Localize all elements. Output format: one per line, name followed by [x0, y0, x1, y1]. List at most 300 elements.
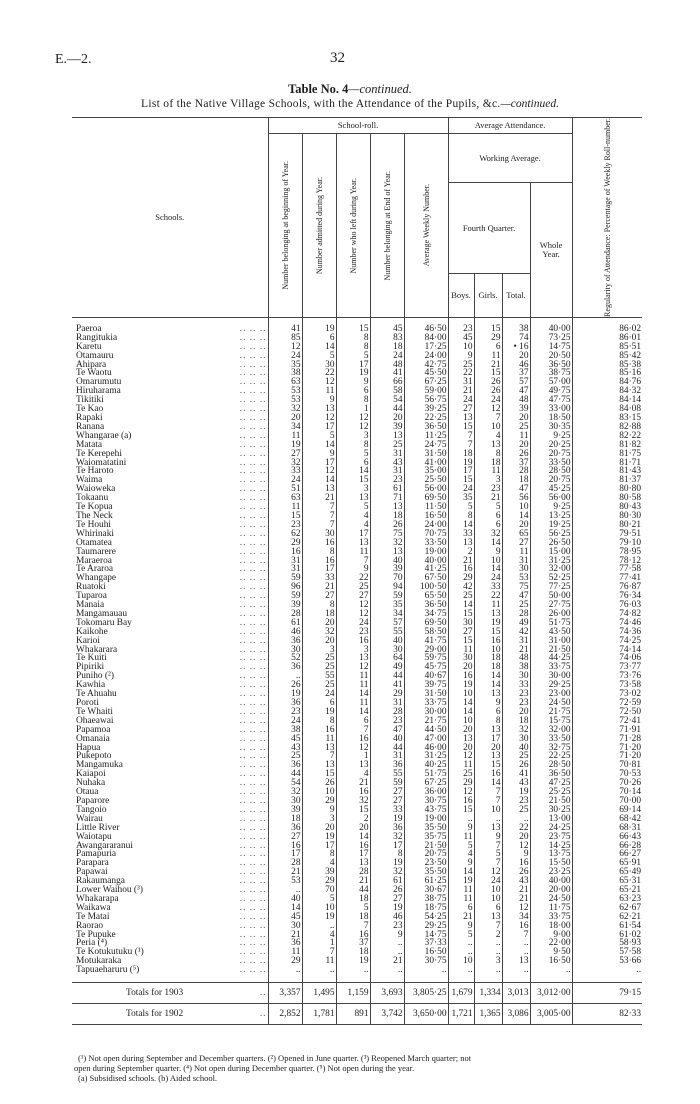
- data-cell: 24·50: [530, 895, 572, 904]
- data-cell: 55: [302, 672, 336, 681]
- data-cell: 81·75: [572, 450, 642, 459]
- school-name: Karioi: [76, 635, 100, 646]
- data-cell: 6: [302, 334, 336, 343]
- data-cell: 79·10: [572, 539, 642, 548]
- leader-dots: .. .. ..: [239, 475, 267, 486]
- data-cell: 61: [268, 619, 302, 628]
- data-cell: 27: [302, 592, 336, 601]
- school-name: Kawhia: [76, 680, 106, 691]
- data-cell: 30: [268, 922, 302, 931]
- col-beginning-header: [268, 134, 302, 318]
- data-cell: 13: [502, 957, 530, 966]
- data-cell: 33: [302, 574, 336, 583]
- data-cell: 23·00: [530, 690, 572, 699]
- data-cell: 10: [302, 904, 336, 913]
- data-cell: 46·00: [404, 744, 448, 753]
- data-cell: 19·25: [530, 521, 572, 530]
- data-cell: 15·50: [530, 859, 572, 868]
- data-cell: 3: [302, 646, 336, 655]
- data-cell: 24·50: [530, 699, 572, 708]
- data-cell: 13: [370, 503, 404, 512]
- school-name: Waioweka: [76, 484, 116, 495]
- data-cell: 24: [474, 396, 502, 405]
- data-cell: 33·00: [530, 405, 572, 414]
- data-cell: 11: [302, 387, 336, 396]
- data-cell: 36·50: [530, 361, 572, 370]
- data-cell: 21·50: [530, 797, 572, 806]
- leader-dots: .. .. ..: [239, 724, 267, 735]
- data-cell: 16·50: [404, 948, 448, 957]
- data-cell: 1: [336, 752, 370, 761]
- data-cell: 54: [370, 396, 404, 405]
- data-cell: 54·25: [404, 913, 448, 922]
- data-cell: 4: [448, 850, 474, 859]
- data-cell: 2,852: [268, 1004, 302, 1025]
- data-cell: 17·25: [404, 343, 448, 352]
- data-cell: 82·22: [572, 432, 642, 441]
- data-cell: 13: [370, 432, 404, 441]
- data-cell: 41·00: [404, 459, 448, 468]
- data-cell: 62·67: [572, 904, 642, 913]
- school-name: Te Pupuke: [76, 929, 116, 940]
- data-cell: 8: [302, 548, 336, 557]
- leader-dots: .. .. ..: [239, 359, 267, 370]
- data-cell: 34·75: [404, 610, 448, 619]
- data-cell: 14: [448, 868, 474, 877]
- data-cell: 35: [370, 601, 404, 610]
- data-cell: 24·00: [404, 352, 448, 361]
- data-cell: 7: [302, 948, 336, 957]
- school-name: Te Matai: [76, 911, 110, 922]
- data-cell: 14: [474, 565, 502, 574]
- leader-dots: .. .. ..: [239, 510, 267, 521]
- data-cell: 11: [268, 503, 302, 512]
- data-cell: 33·75: [530, 913, 572, 922]
- data-cell: 13: [302, 761, 336, 770]
- data-cell: 85·42: [572, 352, 642, 361]
- data-cell: 9·25: [530, 432, 572, 441]
- data-cell: 7: [502, 931, 530, 940]
- data-cell: 61·54: [572, 922, 642, 931]
- data-cell: 30·25: [530, 806, 572, 815]
- data-cell: 34: [502, 913, 530, 922]
- data-cell: 16: [302, 539, 336, 548]
- col-beginning-text: Number belonging at beginning of Year.: [280, 161, 290, 290]
- data-cell: 16: [474, 770, 502, 779]
- data-cell: 11: [302, 957, 336, 966]
- data-cell: 12: [336, 744, 370, 753]
- data-cell: 55: [370, 770, 404, 779]
- data-cell: 18: [448, 450, 474, 459]
- leader-dots: .. .. ..: [239, 413, 267, 423]
- col-weekly-header: [404, 134, 448, 318]
- leader-dots: .. .. ..: [239, 893, 267, 904]
- school-name: Omanaia: [76, 733, 110, 744]
- data-cell: 12: [502, 904, 530, 913]
- data-cell: 36·50: [404, 601, 448, 610]
- school-name: Nuhaka: [76, 778, 106, 789]
- data-cell: 10: [448, 690, 474, 699]
- school-name: Waiotapu: [76, 831, 112, 842]
- leader-dots: .. .. ..: [239, 448, 267, 459]
- school-name: Ranana: [76, 421, 105, 432]
- data-cell: 33: [474, 583, 502, 592]
- data-cell: 15: [336, 476, 370, 485]
- data-cell: 27: [502, 539, 530, 548]
- data-cell: 44: [336, 886, 370, 895]
- data-cell: 69·50: [404, 494, 448, 503]
- footnotes: [74, 1053, 638, 1083]
- school-name: Taumarere: [76, 546, 116, 557]
- leader-dots: .. .. ..: [239, 493, 267, 504]
- data-cell: 18: [370, 343, 404, 352]
- data-cell: 18: [474, 459, 502, 468]
- data-cell: 66: [370, 378, 404, 387]
- schools-header: Schools.: [72, 118, 268, 318]
- data-cell: 7: [474, 842, 502, 851]
- data-cell: 10: [474, 646, 502, 655]
- data-cell: 9: [474, 699, 502, 708]
- data-cell: 26: [474, 387, 502, 396]
- data-cell: ..: [474, 948, 502, 957]
- data-cell: 13: [474, 752, 502, 761]
- data-cell: 17: [336, 361, 370, 370]
- data-cell: 7: [448, 441, 474, 450]
- data-cell: 1,781: [302, 1004, 336, 1025]
- data-cell: 12: [302, 378, 336, 387]
- school-name: Mangamuka: [76, 760, 123, 771]
- data-cell: 26: [370, 521, 404, 530]
- spacer-row: [72, 975, 642, 983]
- data-cell: 9·00: [530, 931, 572, 940]
- data-cell: 80·80: [572, 485, 642, 494]
- data-cell: 18: [336, 895, 370, 904]
- data-cell: 29·25: [530, 681, 572, 690]
- data-cell: 71·28: [572, 735, 642, 744]
- data-cell: 19: [268, 441, 302, 450]
- leader-dots: .. .. ..: [239, 653, 267, 664]
- school-name: Paeroa: [76, 323, 102, 334]
- leader-dots: .. .. ..: [239, 795, 267, 806]
- leader-dots: .. .. ..: [239, 635, 267, 646]
- data-cell: 27·75: [530, 601, 572, 610]
- data-cell: 70·75: [404, 530, 448, 539]
- data-cell: 18: [370, 512, 404, 521]
- data-cell: 52·25: [530, 574, 572, 583]
- data-cell: 8: [336, 396, 370, 405]
- leader-dots: .. .. ..: [239, 404, 267, 415]
- data-cell: 13: [370, 548, 404, 557]
- data-cell: 23: [336, 628, 370, 637]
- data-cell: 56·00: [404, 485, 448, 494]
- data-cell: 31·25: [404, 752, 448, 761]
- data-cell: 57·00: [530, 378, 572, 387]
- data-cell: 14: [302, 441, 336, 450]
- data-cell: 77·41: [572, 574, 642, 583]
- leader-dots: .. .. ..: [239, 867, 267, 878]
- data-cell: 19: [474, 619, 502, 628]
- data-cell: 18·00: [530, 922, 572, 931]
- data-cell: 96: [268, 583, 302, 592]
- school-name: Te Araroa: [76, 564, 114, 575]
- data-cell: 30: [502, 672, 530, 681]
- leader-dots: .. .. ..: [239, 377, 267, 388]
- data-cell: 29: [370, 690, 404, 699]
- list-title: [0, 98, 700, 110]
- data-cell: 43: [370, 459, 404, 468]
- data-cell: 40·25: [404, 761, 448, 770]
- data-cell: 61·25: [404, 877, 448, 886]
- data-cell: 30·67: [404, 886, 448, 895]
- data-cell: 13: [336, 761, 370, 770]
- data-cell: 23: [370, 922, 404, 931]
- data-cell: 74·82: [572, 610, 642, 619]
- data-cell: 80·43: [572, 503, 642, 512]
- data-cell: 17: [302, 565, 336, 574]
- school-name: Karetu: [76, 341, 102, 352]
- data-cell: 8: [302, 601, 336, 610]
- leader-dots: .. .. ..: [239, 368, 267, 379]
- data-cell: 15: [448, 806, 474, 815]
- data-cell: 15: [474, 761, 502, 770]
- data-cell: 24: [370, 352, 404, 361]
- data-cell: 47·00: [404, 735, 448, 744]
- data-cell: 21: [474, 361, 502, 370]
- data-cell: 73·58: [572, 681, 642, 690]
- data-cell: 50·00: [530, 592, 572, 601]
- footnote-line: (a) Subsidised schools. (b) Aided school.: [78, 1073, 218, 1083]
- data-cell: 40: [268, 895, 302, 904]
- data-cell: 30·00: [404, 708, 448, 717]
- leader-dots: .. .. ..: [239, 323, 267, 334]
- data-cell: 44: [370, 672, 404, 681]
- leader-dots: ..: [259, 1008, 267, 1019]
- data-cell: 39: [302, 868, 336, 877]
- data-cell: 33: [448, 530, 474, 539]
- data-cell: ..: [448, 815, 474, 824]
- data-cell: 35·00: [404, 467, 448, 476]
- data-cell: 62·21: [572, 913, 642, 922]
- data-cell: ..: [370, 939, 404, 948]
- data-cell: 42·75: [404, 361, 448, 370]
- data-cell: 47: [502, 485, 530, 494]
- school-name: Te Waotu: [76, 368, 112, 379]
- data-cell: 32: [474, 530, 502, 539]
- data-cell: 16: [448, 565, 474, 574]
- data-cell: 23: [268, 521, 302, 530]
- data-cell: 26: [370, 886, 404, 895]
- data-cell: 27: [448, 405, 474, 414]
- data-cell: 14: [336, 708, 370, 717]
- data-cell: 68·31: [572, 824, 642, 833]
- data-cell: 36: [268, 663, 302, 672]
- data-cell: 8: [336, 343, 370, 352]
- leader-dots: .. .. ..: [239, 617, 267, 628]
- data-cell: 83·15: [572, 414, 642, 423]
- leader-dots: .. .. ..: [239, 715, 267, 726]
- data-cell: 16: [302, 726, 336, 735]
- data-cell: 29: [268, 957, 302, 966]
- data-cell: 40·00: [530, 325, 572, 334]
- data-cell: 18·50: [530, 414, 572, 423]
- data-cell: 45·50: [404, 369, 448, 378]
- data-cell: 56·75: [404, 396, 448, 405]
- totals-row: [72, 983, 642, 1004]
- data-cell: 6: [474, 512, 502, 521]
- data-cell: 19: [336, 957, 370, 966]
- data-cell: 86·01: [572, 334, 642, 343]
- data-cell: 12: [448, 752, 474, 761]
- data-cell: 52: [268, 654, 302, 663]
- data-cell: 7: [302, 503, 336, 512]
- data-cell: 49·75: [530, 387, 572, 396]
- leader-dots: .. .. ..: [239, 751, 267, 762]
- data-cell: 26·50: [530, 539, 572, 548]
- leader-dots: .. .. ..: [239, 626, 267, 637]
- school-name-cell: [72, 690, 268, 699]
- data-cell: 40: [370, 557, 404, 566]
- data-cell: 11: [268, 432, 302, 441]
- data-cell: 13: [336, 654, 370, 663]
- data-cell: 41·25: [404, 565, 448, 574]
- data-cell: 6: [474, 343, 502, 352]
- school-name: Rakaumanga: [76, 876, 125, 887]
- data-cell: 33: [502, 681, 530, 690]
- data-cell: 67·50: [404, 574, 448, 583]
- data-cell: 38: [502, 663, 530, 672]
- school-name: Ruatoki: [76, 582, 106, 593]
- data-cell: 20: [448, 726, 474, 735]
- school-name: Tikitiki: [76, 395, 104, 406]
- data-cell: 17: [474, 735, 502, 744]
- data-cell: 30: [370, 646, 404, 655]
- data-cell: 3: [336, 485, 370, 494]
- data-cell: 10: [474, 806, 502, 815]
- data-cell: 20: [502, 352, 530, 361]
- data-cell: 19·00: [404, 548, 448, 557]
- data-cell: 16: [336, 637, 370, 646]
- data-cell: 5: [336, 904, 370, 913]
- leader-dots: .. .. ..: [239, 938, 267, 949]
- data-cell: 30·00: [530, 672, 572, 681]
- data-cell: 70·14: [572, 788, 642, 797]
- data-cell: 25: [448, 361, 474, 370]
- data-cell: 37·33: [404, 939, 448, 948]
- data-cell: 20·75: [530, 476, 572, 485]
- data-cell: 3,742: [370, 1004, 404, 1025]
- data-cell: 85·38: [572, 361, 642, 370]
- leader-dots: .. .. ..: [239, 956, 267, 967]
- data-cell: 61·02: [572, 931, 642, 940]
- data-cell: 14·25: [530, 842, 572, 851]
- data-cell: 51·75: [404, 770, 448, 779]
- data-cell: 30·75: [404, 797, 448, 806]
- data-cell: 63: [268, 494, 302, 503]
- data-cell: 30: [302, 530, 336, 539]
- data-cell: 28·50: [530, 761, 572, 770]
- data-cell: 36: [370, 824, 404, 833]
- table-title: [0, 82, 700, 97]
- data-cell: 41: [268, 325, 302, 334]
- leader-dots: .. .. ..: [239, 502, 267, 513]
- school-name: Parapara: [76, 858, 109, 869]
- data-cell: 2: [474, 931, 502, 940]
- data-cell: 32: [336, 797, 370, 806]
- data-cell: 73·25: [530, 334, 572, 343]
- leader-dots: .. .. ..: [239, 332, 267, 343]
- data-cell: 14: [268, 904, 302, 913]
- data-cell: 5: [302, 352, 336, 361]
- leader-dots: .. .. ..: [239, 804, 267, 815]
- data-cell: 8: [302, 717, 336, 726]
- data-cell: 21: [448, 913, 474, 922]
- data-cell: 20·25: [530, 441, 572, 450]
- leader-dots: .. .. ..: [239, 947, 267, 958]
- data-cell: 19: [336, 369, 370, 378]
- data-cell: 20: [474, 744, 502, 753]
- school-name: Otaua: [76, 787, 99, 798]
- school-name: Manaia: [76, 600, 105, 611]
- data-cell: 15: [474, 369, 502, 378]
- data-cell: ..: [502, 966, 530, 975]
- data-cell: 25: [502, 601, 530, 610]
- data-cell: 27: [370, 788, 404, 797]
- data-cell: ..: [572, 966, 642, 975]
- data-cell: 100·50: [404, 583, 448, 592]
- data-cell: 64: [370, 654, 404, 663]
- data-cell: 24: [474, 877, 502, 886]
- col-admitted-text: Number admitted during Year.: [314, 176, 324, 275]
- data-cell: 15·75: [530, 717, 572, 726]
- leader-dots: .. .. ..: [239, 466, 267, 477]
- data-cell: 67·25: [404, 779, 448, 788]
- data-cell: 70: [302, 886, 336, 895]
- data-cell: 44·50: [404, 726, 448, 735]
- leader-dots: .. .. ..: [239, 341, 267, 352]
- school-name: Maraeroa: [76, 555, 112, 566]
- data-cell: ..: [336, 966, 370, 975]
- data-cell: 20: [502, 441, 530, 450]
- data-cell: ..: [474, 966, 502, 975]
- data-cell: ..: [268, 966, 302, 975]
- table-row: [72, 966, 642, 975]
- school-name: Little River: [76, 822, 120, 833]
- data-cell: 25: [268, 752, 302, 761]
- data-cell: 42: [448, 583, 474, 592]
- data-cell: 31: [370, 467, 404, 476]
- data-cell: 80·58: [572, 494, 642, 503]
- data-cell: 19: [370, 859, 404, 868]
- data-cell: 31·25: [530, 557, 572, 566]
- data-cell: 56·00: [530, 494, 572, 503]
- data-cell: ..: [370, 966, 404, 975]
- data-cell: 20: [502, 414, 530, 423]
- data-cell: 16: [474, 637, 502, 646]
- data-cell: 9: [448, 859, 474, 868]
- data-cell: 22: [448, 369, 474, 378]
- data-cell: 12: [336, 610, 370, 619]
- data-cell: 26: [302, 779, 336, 788]
- data-cell: 51: [268, 485, 302, 494]
- data-cell: 65·50: [404, 592, 448, 601]
- school-name: Pamapuria: [76, 849, 117, 860]
- data-cell: 16: [448, 797, 474, 806]
- data-cell: 59: [370, 592, 404, 601]
- data-cell: 31: [268, 565, 302, 574]
- leader-dots: .. .. ..: [239, 582, 267, 593]
- data-cell: 83: [370, 334, 404, 343]
- data-cell: 3,086: [502, 1004, 530, 1025]
